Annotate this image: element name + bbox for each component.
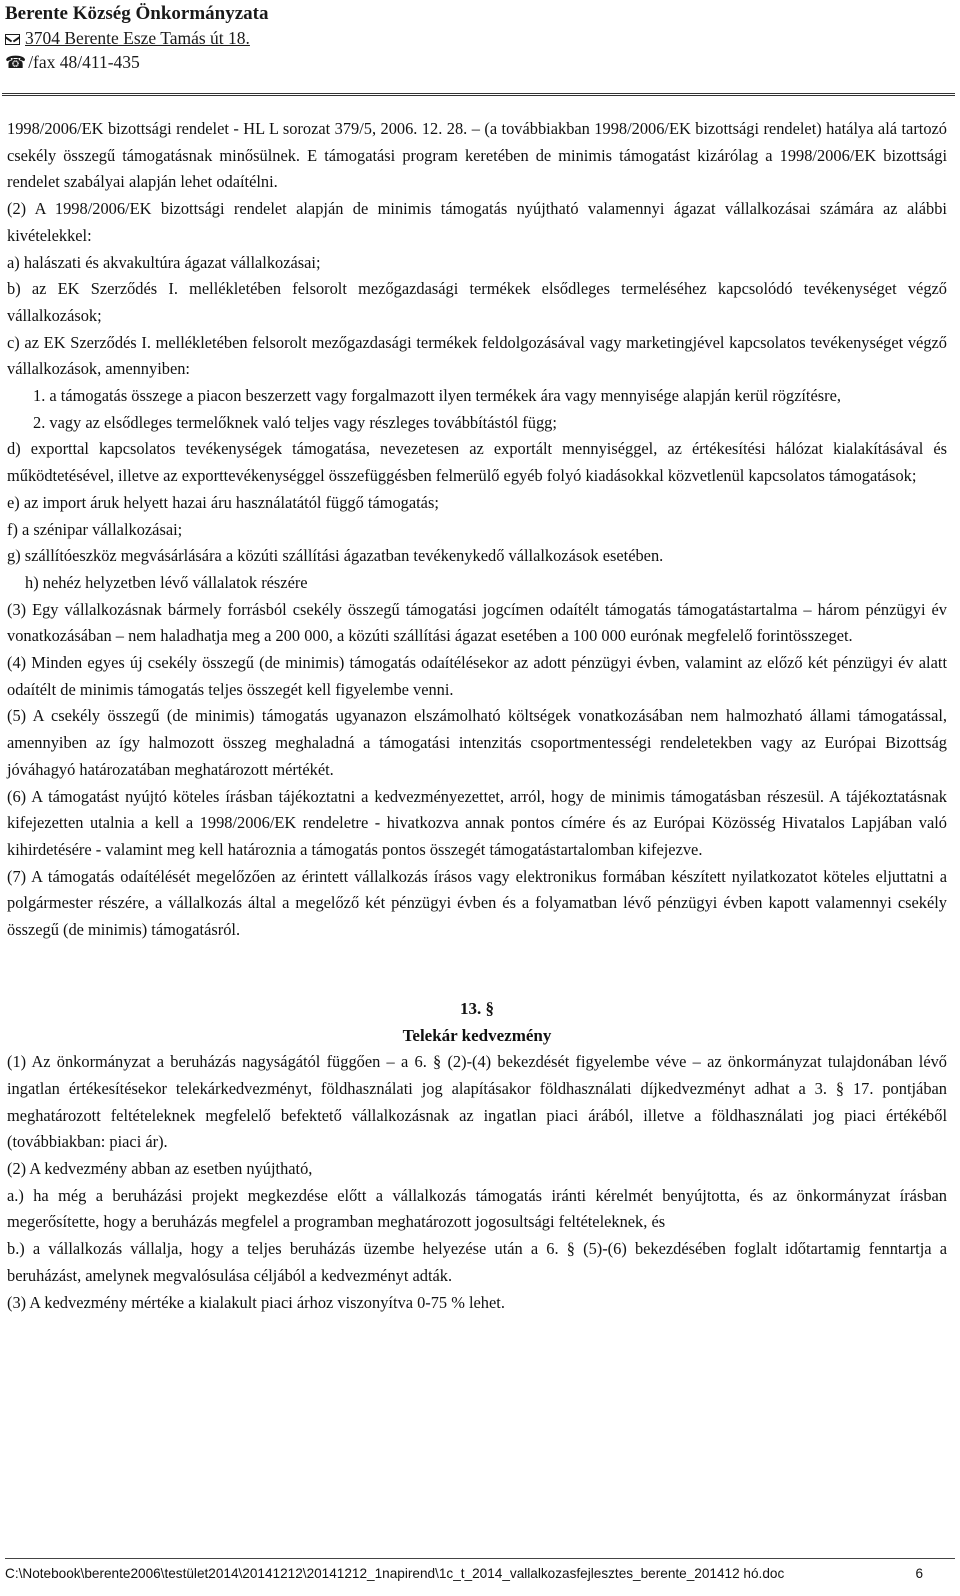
list-item: h) nehéz helyzetben lévő vállalatok részére (25, 572, 308, 592)
paragraph: (7) A támogatás odaítélését megelőzően az érintett vállalkozás írásos vagy elektronikus formában készített nyilatkozatot köteles eljuttatni a polgármester részére, a vállalkozás által a megelőző két pénzügyi évben és a folyamatban lévő pénzügyi évben kapott valamennyi csekély összegű (de minimis) támogatásról. (7, 866, 947, 940)
section-number: 13. § (460, 998, 494, 1018)
footer-divider (5, 1558, 955, 1559)
paragraph: b.) a vállalkozás vállalja, hogy a teljes beruházás üzembe helyezése után a 6. § (5)-(6) bekezdésében foglalt időtartamig fenntartja a beruházást, amelynek megvalósulása céljából a kedvezményt adták. (7, 1239, 947, 1285)
list-item: e) az import áruk helyett hazai áru használatától függő támogatás; (7, 492, 439, 512)
telephone-icon: ☎ (5, 53, 27, 72)
paragraph: 1998/2006/EK bizottsági rendelet - HL L sorozat 379/5, 2006. 12. 28. – (a továbbiakban 1998/2006/EK bizottsági rendelet) hatálya alá tartozó csekély összegű támogatásnak minősülnek. E támogatási program keretében de minimis támogatást kizárólag a 1998/2006/EK bizottsági rendelet szabályai alapján lehet odaítélni. (7, 119, 947, 192)
address-text[interactable]: 3704 Berente Esze Tamás út 18. (25, 28, 250, 48)
paragraph: (5) A csekély összegű (de minimis) támogatás ugyanazon elszámolható költségek vonatkozásában nem halmozható állami támogatással, amennyiben az így halmozott összeg meghaladná a támogatási intenzitás csoportmentességi rendeletekben vagy az Európai Bizottság jóváhagyó határozatában meghatározott mértékét. (7, 706, 947, 779)
sub-list-item: 1. a támogatás összege a piacon beszerzett vagy forgalmazott ilyen termékek ára vagy mennyisége alapján kerül rögzítésre, (33, 386, 841, 406)
envelope-icon (5, 34, 20, 45)
list-item: d) exporttal kapcsolatos tevékenységek támogatása, nevezetesen az exportált mennyiséggel, az értékesítési hálózat kialakításával és működtetésével, illetve az exporttevékenységgel összefüggésben felmerülő egyéb folyó kiadásokkal közvetlenül kapcsolatos támogatások; (7, 439, 947, 486)
phone-line (5, 50, 955, 75)
list-item: g) szállítóeszköz megvásárlására a közúti szállítási ágazatban tevékenykedő vállalkozások esetében. (7, 546, 664, 566)
section-title: Telekár kedvezmény (402, 1025, 552, 1045)
header-divider (2, 93, 955, 96)
list-item: b) az EK Szerződés I. mellékletében felsorolt mezőgazdasági termékek elsődleges termeléséhez kapcsolódó tevékenységet végző vállalkozások; (7, 279, 947, 325)
paragraph: (1) Az önkormányzat a beruházás nagyságától függően – a 6. § (2)-(4) bekezdését figyelembe véve – az önkormányzat tulajdonában lévő ingatlan értékesítésekor telekárkedvezményt, földhasználati jog alapításakor földhasználati díjkedvezményt adhat a 3. § 17. pontjában meghatározott feltételeknek megfelelő befektető vállalkozásnak az ingatlan piaci árából, illetve a földhasználati jog piaci értékéből (továbbiakban: piaci ár). (7, 1052, 947, 1152)
list-item: f) a szénipar vállalkozásai; (7, 519, 183, 539)
letterhead (5, 2, 955, 75)
sub-list-item: 2. vagy az elsődleges termelőknek való teljes vagy részleges továbbítástól függ; (33, 412, 557, 432)
paragraph: (2) A 1998/2006/EK bizottsági rendelet alapján de minimis támogatás nyújtható valamennyi ágazat vállalkozásai számára az alábbi kivételekkel: (7, 199, 947, 245)
paragraph: a.) ha még a beruházási projekt megkezdése előtt a vállalkozás támogatás iránti kérelmét benyújtotta, és az önkormányzat írásban megerősítette, hogy a beruházás megfelel a programban meghatározott jogosultsági feltételeknek, és (7, 1185, 947, 1232)
list-item: c) az EK Szerződés I. mellékletében felsorolt mezőgazdasági termékek feldolgozásával vagy marketingjével kapcsolatos tevékenységet végző vállalkozások, amennyiben: (7, 332, 947, 379)
paragraph: (6) A támogatást nyújtó köteles írásban tájékoztatni a kedvezményezettet, arról, hogy de minimis támogatásban részesül. A tájékoztatásnak kifejezetten utalnia a kell a 1998/2006/EK rendeletre - hivatkozva annak pontos címére és az Európai Közösség Hivatalos Lapjában való kihirdetésére - valamint meg kell határoznia a támogatás pontos összegét támogatástartalomban kifejezve. (7, 786, 947, 859)
list-item: a) halászati és akvakultúra ágazat vállalkozásai; (7, 252, 321, 272)
document-body (7, 116, 947, 1316)
page-number: 6 (915, 1566, 923, 1581)
paragraph: (2) A kedvezmény abban az esetben nyújtható, (7, 1159, 313, 1179)
paragraph: (3) A kedvezmény mértéke a kialakult piaci árhoz viszonyítva 0-75 % lehet. (7, 1292, 505, 1312)
paragraph: (3) Egy vállalkozásnak bármely forrásból csekély összegű támogatási jogcímen odaítélt támogatás támogatástartalma – három pénzügyi év vonatkozásában – nem haladhatja meg a 200 000, a közúti szállítási ágazat esetében a 100 000 eurónak megfelelő forintösszeget. (7, 599, 947, 646)
phone-text: /fax 48/411-435 (28, 52, 140, 72)
organization-name: Berente Község Önkormányzata (5, 3, 269, 24)
section-gap (7, 944, 947, 996)
address-line (5, 26, 955, 50)
paragraph: (4) Minden egyes új csekély összegű (de minimis) támogatás odaítélésekor az adott pénzügyi évben, valamint az előző két pénzügyi év alatt odaítélt de minimis támogatás teljes összegét kell figyelembe venni. (7, 653, 947, 699)
file-path: C:\Notebook\berente2006\testület2014\20141212\20141212_1napirend\1c_t_2014_vallalkozasfejlesztes_berente_201412 hó.doc (5, 1566, 785, 1581)
